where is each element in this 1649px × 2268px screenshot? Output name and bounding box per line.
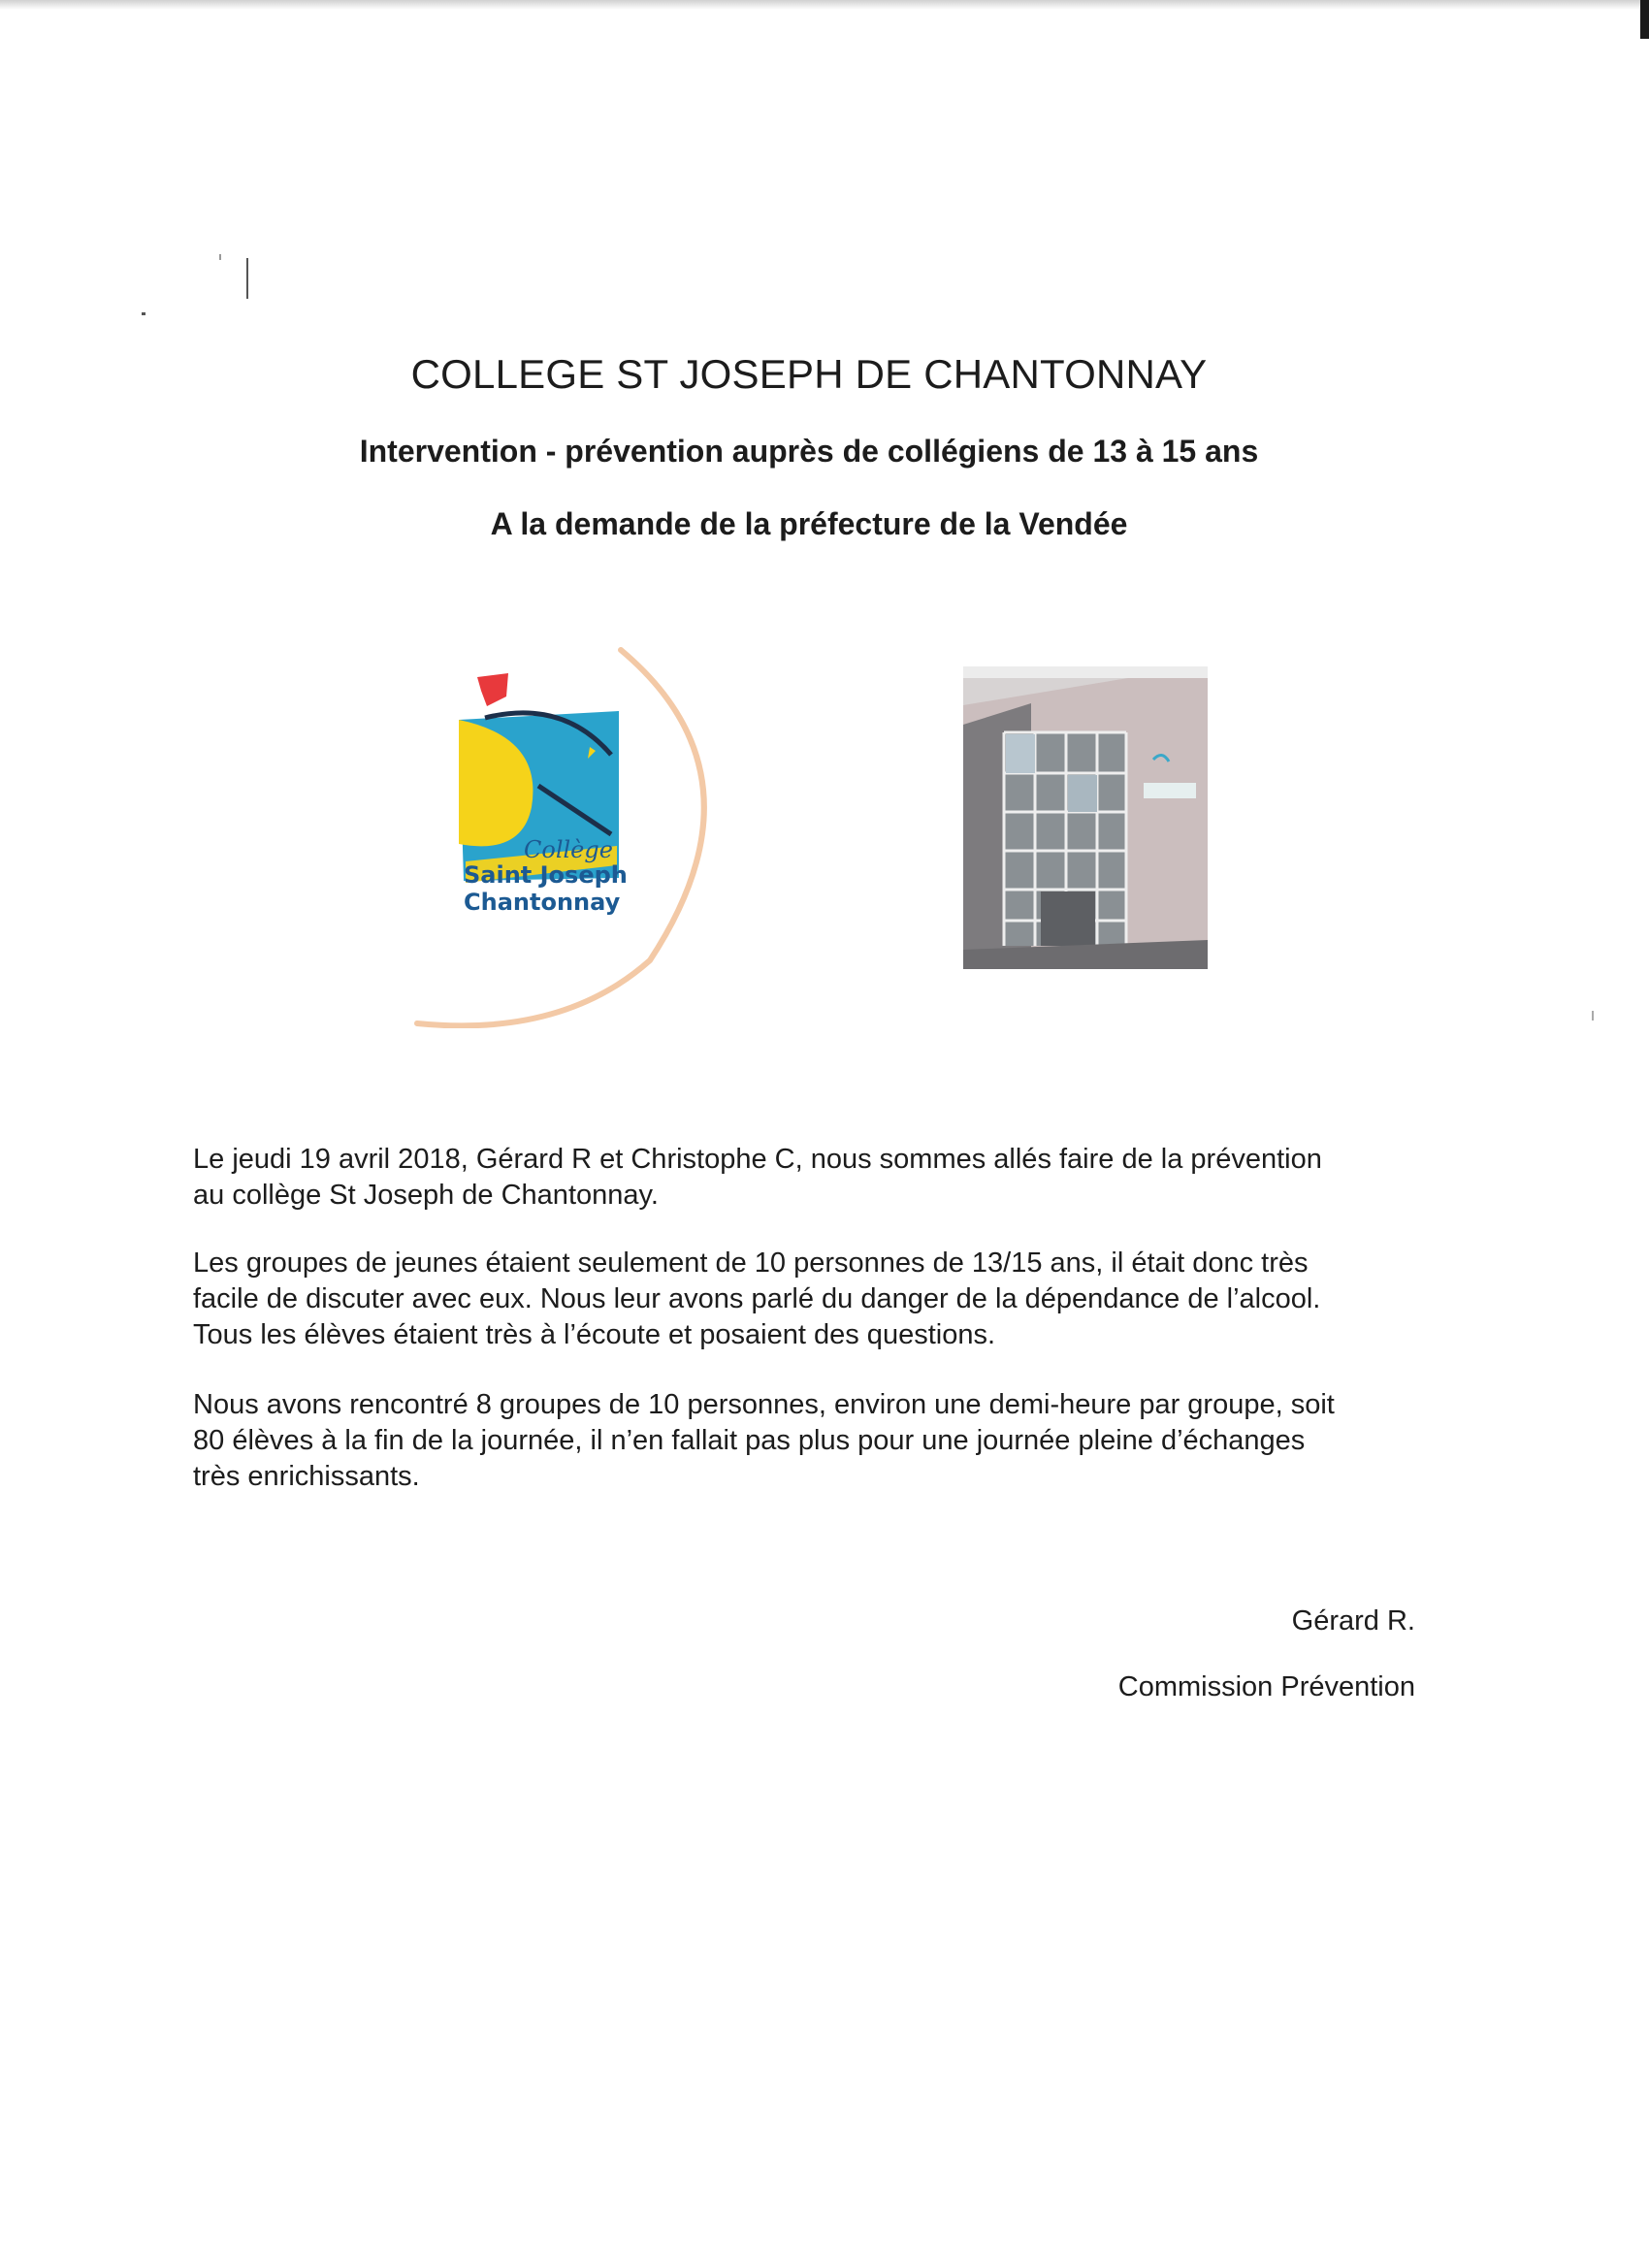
paragraph-line: très enrichissants. — [193, 1461, 420, 1492]
scan-edge-top — [0, 0, 1649, 10]
paragraph-line: au collège St Joseph de Chantonnay. — [193, 1180, 659, 1211]
scan-mark — [142, 312, 146, 315]
logo-script-text: Collège — [524, 836, 613, 863]
red-flame — [477, 673, 508, 706]
signature-role: Commission Prévention — [1117, 1671, 1415, 1702]
scan-edge-right — [1640, 0, 1649, 39]
scan-mark — [246, 258, 248, 299]
page-title: COLLEGE ST JOSEPH DE CHANTONNAY — [410, 351, 1208, 397]
page-subtitle-secondary: A la demande de la préfecture de la Vendée — [490, 506, 1128, 541]
page-subtitle: Intervention - prévention auprès de collégiens de 13 à 15 ans — [359, 434, 1259, 469]
body-paragraph-1 — [193, 1142, 1454, 1214]
paragraph-line: Nous avons rencontré 8 groupes de 10 personnes, environ une demi-heure par groupe, soit — [193, 1389, 1335, 1420]
paragraph-line: Tous les élèves étaient très à l’écoute et posaient des questions. — [193, 1319, 996, 1350]
paragraph-line: Les groupes de jeunes étaient seulement de 10 personnes de 13/15 ans, il était donc très — [193, 1247, 1309, 1279]
scan-mark — [219, 254, 221, 260]
scan-mark — [1592, 1011, 1594, 1021]
signature-name: Gérard R. — [1291, 1605, 1415, 1636]
logo-name-line2: Chantonnay — [464, 889, 621, 916]
paragraph-line: Le jeudi 19 avril 2018, Gérard R et Christophe C, nous sommes allés faire de la prévention — [193, 1144, 1322, 1175]
college-logo — [388, 640, 737, 1028]
paragraph-line: facile de discuter avec eux. Nous leur avons parlé du danger de la dépendance de l’alcool. — [193, 1283, 1321, 1314]
school-building-photo — [963, 666, 1208, 969]
logo-name-line1: Saint Joseph — [464, 861, 628, 889]
body-paragraph-2 — [193, 1246, 1454, 1353]
paragraph-line: 80 élèves à la fin de la journée, il n’en fallait pas plus pour une journée pleine d’échanges — [193, 1425, 1306, 1456]
body-paragraph-3 — [193, 1387, 1454, 1495]
